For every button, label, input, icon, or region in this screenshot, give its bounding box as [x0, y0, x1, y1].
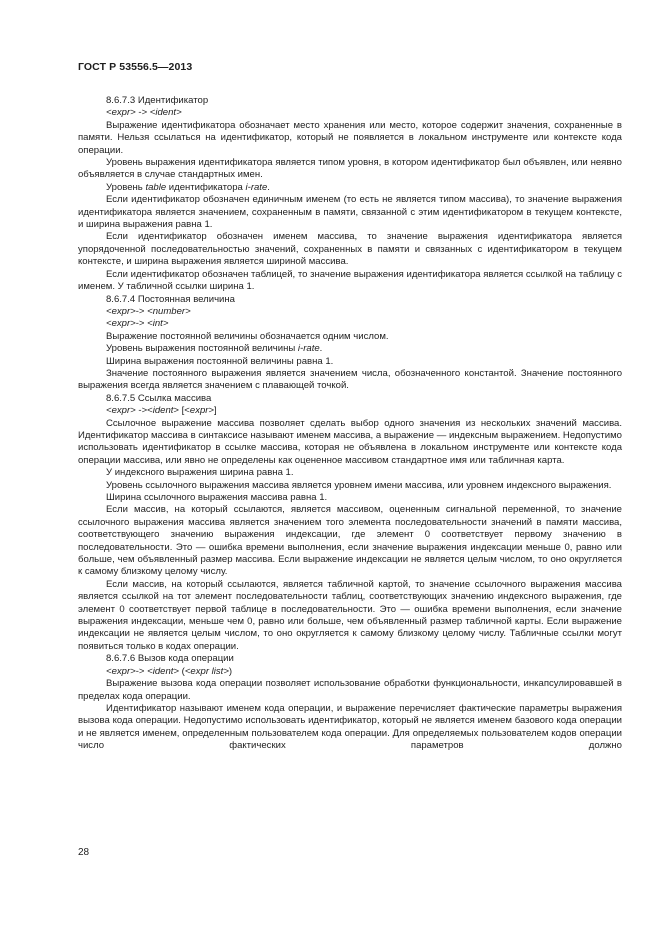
text-run: Если идентификатор обозначен таблицей, то значение выражения идентификатора является ссылкой на таблицу с именем. У табличной ссылки ширина 1. — [78, 268, 622, 293]
text-run: <expr> — [106, 305, 136, 317]
text-run: ->< — [135, 405, 153, 417]
paragraph — [78, 418, 622, 468]
paragraph — [78, 492, 622, 504]
text-run: <expr> — [106, 107, 136, 119]
text-run: Уровень выражения идентификатора является типом уровня, в котором идентификатор был объявлен, или неявно объявляется в случае стандартных имен. — [78, 157, 622, 181]
paragraph — [78, 343, 622, 355]
text-run: > [< — [173, 405, 190, 417]
text-run: -> — [135, 305, 148, 317]
text-run: Выражение идентификатора обозначает место хранения или место, которое содержит значения, сохраненные в памяти. Нельзя ссылаться на идентификатор, который не появляется в локальном инструменте или контексте кода операции. — [78, 119, 622, 156]
text-run: Ширина выражения постоянной величины равна 1. — [106, 355, 334, 367]
text-run: 8.6.7.4 Постоянная величина — [106, 293, 235, 305]
text-run: -> — [135, 107, 150, 119]
text-run: Сcылочное выражение массива позволяет сделать выбор одного значения из нескольких значений массива. Идентификатор массива в синтаксисе называют именем массива, а выражение — индексным выражением. Недопустимо использовать идентификатор в ссылке массива, которая не объявлена в локальном инструменте или контексте кода операции массива, или явно не определены как оцененное массивом стандартное имя или табличная карта. — [78, 417, 622, 466]
text-run: ident — [152, 405, 174, 417]
text-run: Ширина ссылочного выражения массива равна 1. — [106, 492, 328, 503]
text-run: Если массив, на который ссылаются, является массивом, оцененным сигнальной переменной, то значение ссылочного выражения массива является значением того элемента последовательности значений в памяти массива, соответствующего значению выражения индексации, где элемент 0 соответствует первому значению в последовательности. Это — ошибка времени выполнения, если значение выражения индексации меньше 0, равно или больше, чем объявленный размер массива. Если выражение индексации не является целым числом, то оно округляется к самому близкому целому числу. — [78, 504, 622, 578]
text-run: Уровень ссылочного выражения массива является уровнем имени массива, или уровнем индексного выражения. — [106, 479, 612, 491]
text-run: Идентификатор называют именем кода операции, и выражение перечисляет фактические параметры выражения вызова кода операции. Недопустимо использовать идентификатор, который не является именем базового кода операции и не является именем, определенным пользователем кода операции. Для определяемых пользователем кодов операции число фактических параметров должно — [78, 702, 622, 752]
paragraph — [78, 306, 622, 318]
text-run: <expr> — [106, 405, 136, 417]
paragraph — [78, 703, 622, 753]
paragraph — [78, 318, 622, 330]
text-run: 8.6.7.6 Вызов кода операции — [106, 653, 234, 665]
paragraph — [78, 653, 622, 665]
text-run: -> — [135, 665, 148, 677]
text-run: . — [319, 343, 323, 355]
text-run: <expr> — [106, 665, 136, 677]
paragraph — [78, 269, 622, 294]
text-run: <ident> — [147, 665, 180, 677]
paragraph — [78, 504, 622, 578]
text-run: -> — [135, 318, 148, 330]
text-run: . — [267, 181, 270, 193]
text-run: expr — [189, 405, 209, 417]
text-run: Уровень — [106, 181, 146, 193]
paragraph — [78, 666, 622, 678]
text-run: У индексного выражения ширина равна 1. — [106, 467, 294, 479]
paragraph — [78, 231, 622, 268]
text-run: Выражение постоянной величины обозначается одним числом. — [106, 330, 389, 342]
paragraph — [78, 120, 622, 157]
document-body — [78, 95, 622, 753]
paragraph — [78, 467, 622, 479]
text-run: ( — [179, 665, 185, 677]
text-run: <expr> — [106, 318, 136, 330]
text-run: ) — [228, 665, 233, 677]
text-run: 8.6.7.3 Идентификатор — [106, 95, 209, 106]
text-run: i-rate — [245, 181, 268, 193]
text-run: <expr list> — [184, 665, 229, 677]
paragraph — [78, 95, 622, 107]
text-run: <ident> — [149, 107, 182, 119]
text-run: i-rate — [297, 343, 320, 355]
paragraph — [78, 331, 622, 343]
paragraph — [78, 157, 622, 182]
text-run: >] — [208, 405, 217, 417]
paragraph — [78, 182, 622, 194]
text-run: Если идентификатор обозначен единичным именем (то есть не является типом массива), то значение выражения идентификатора является значением, сохраненным в памяти, связанной с этим идентификатором в текущем контексте, и ширина выражения равна 1. — [78, 194, 622, 231]
paragraph — [78, 194, 622, 231]
paragraph — [78, 393, 622, 405]
text-run: table — [145, 181, 167, 193]
paragraph — [78, 368, 622, 393]
text-run: Значение постоянного выражения является значением числа, обозначенного константой. Значение постоянного выражения всегда является значением с плавающей точкой. — [78, 367, 622, 392]
paragraph — [78, 405, 622, 417]
paragraph — [78, 480, 622, 492]
text-run: 8.6.7.5 Ссылка массива — [106, 392, 212, 404]
paragraph — [78, 678, 622, 703]
document-header: ГОСТ Р 53556.5—2013 — [78, 61, 193, 73]
text-run: Уровень выражения постоянной величины — [106, 343, 298, 355]
paragraph — [78, 356, 622, 368]
text-run: идентификатора — [166, 181, 246, 193]
text-run: <int> — [147, 318, 169, 330]
text-run: <number> — [147, 305, 191, 317]
paragraph — [78, 294, 622, 306]
text-run: Выражение вызова кода операции позволяет использование обработки функциональности, инкапсулировавшей в пределах кода операции. — [78, 678, 622, 702]
paragraph — [78, 107, 622, 119]
text-run: Если идентификатор обозначен именем массива, то значение выражения идентификатора является упорядоченной последовательностью значений, сохраненных в памяти и связанных с идентификатором в текущем контексте, и ширина выражения является шириной массива. — [78, 231, 622, 268]
text-run: Если массив, на который ссылаются, является табличной картой, то значение ссылочного выражения массива является ссылкой на тот элемент последовательности таблиц, соответствующих значению индексного выражения, где элемент 0 соответствует первой таблице в последовательности. Это — ошибка времени выполнения, если значение выражения индексации, меньше чем 0, равно или больше, чем объявленный размер табличной карты. Если выражение индексации не является целым числом, то оно округляется к самому близкому целому числу. Табличные ссылки могут появиться только в кодах операции. — [78, 578, 622, 652]
paragraph — [78, 579, 622, 653]
page-number: 28 — [78, 847, 90, 858]
